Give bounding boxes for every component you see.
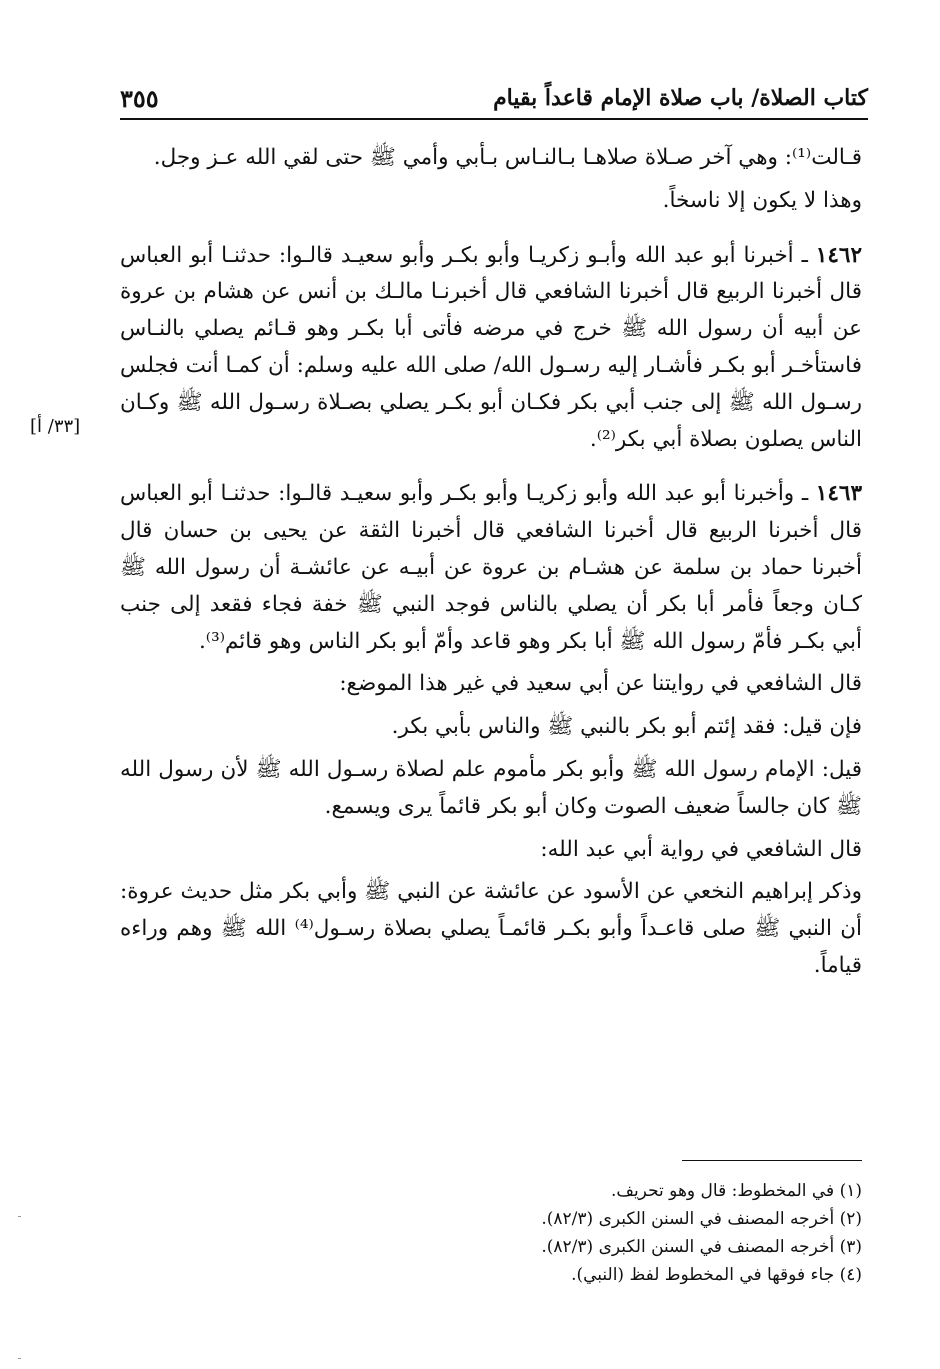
paragraph: قال الشافعي في رواية أبي عبد الله: — [540, 836, 862, 862]
running-title: كتاب الصلاة/ باب صلاة الإمام قاعداً بقيام — [493, 85, 868, 111]
page-header — [120, 78, 868, 120]
main-text — [120, 140, 862, 985]
footnote-separator — [682, 1160, 862, 1161]
footnote: (٤) جاء فوقها في المخطوط لفظ (النبي). — [571, 1265, 862, 1285]
paragraph: قال الشافعي في روايتنا عن أبي سعيد في غير هذا الموضع: — [339, 671, 862, 697]
hadith-number: ١٤٦٢ — [815, 242, 862, 268]
hadith-1462: ١٤٦٢ ـ أخبرنا أبو عبد الله وأبـو زكريـا وأبو بكـر وأبو سعيـد قالـوا: حدثنـا أبو العباس قال أخبرنا الربيع قال أخبرنا الشافعي قال أخبرنـا مالـك بن أنس عن هشام بن عروة عن أبيه أن رسول الله ﷺ خرج في مرضه فأتى أبا بكـر وهو قـائم يصلي بالنـاس فاستأخـر أبو بكـر فأشـار إليه رسـول الله/ صلى الله عليه وسلم: أن كمـا أنت فجلس رسـول الله ﷺ إلى جنب أبي بكر فكـان أبو بكـر يصلي بصـلاة رسـول الله ﷺ وكـان الناس يصلون بصلاة أبي بكر⁽²⁾. — [120, 242, 862, 452]
footnote: (٢) أخرجه المصنف في السنن الكبرى (٨٢/٣). — [541, 1209, 862, 1229]
manuscript-folio-note: [٣٣/ أ] — [30, 416, 81, 437]
page-number: ٣٥٥ — [120, 83, 159, 113]
paragraph: قـالت⁽¹⁾: وهي آخر صـلاة صلاهـا بـالنـاس بـأبي وأمي ﷺ حتى لقي الله عـز وجل. — [153, 145, 862, 170]
paragraph: قيل: الإمام رسول الله ﷺ وأبو بكر مأموم علم لصلاة رسـول الله ﷺ لأن رسول الله ﷺ كان جالساً ضعيف الصوت وكان أبو بكر قائماً يرى ويسمع. — [120, 756, 862, 819]
scan-mark — [18, 1216, 21, 1217]
paragraph: فإن قيل: فقد إئتم أبو بكر بالنبي ﷺ والناس بأبي بكر. — [391, 714, 862, 740]
hadith-1463: ١٤٦٣ ـ وأخبرنا أبو عبد الله وأبو زكريـا وأبو بكـر وأبو سعيـد قالـوا: حدثنـا أبو العباس قال أخبرنا الربيع قال أخبرنا الشافعي قال أخبرنا الثقة عن يحيى بن حسان قال أخبرنا حماد بن سلمة عن هشـام بن عروة عن أبيـه عن عائشـة أن رسول الله ﷺ كـان وجعاً فأمر أبا بكر أن يصلي بالناس فوجد النبي ﷺ خفة فجاء فقعد إلى جنب أبي بكـر فأمّ رسول الله ﷺ أبا بكر وهو قاعد وأمّ أبو بكر الناس وهو قائم⁽³⁾. — [120, 481, 862, 654]
hadith-number: ١٤٦٣ — [815, 481, 862, 507]
footnote: (٣) أخرجه المصنف في السنن الكبرى (٨٢/٣). — [541, 1237, 862, 1257]
footnote: (١) في المخطوط: قال وهو تحريف. — [610, 1181, 862, 1201]
scan-mark — [18, 1358, 21, 1359]
paragraph: وذكر إبراهيم النخعي عن الأسود عن عائشة عن النبي ﷺ وأبي بكر مثل حديث عروة: أن النبي ﷺ صلى قاعـداً وأبو بكـر قائمـاً يصلي بصلاة رسـول⁽⁴⁾ الله ﷺ وهم وراءه قياماً. — [120, 879, 863, 978]
paragraph: وهذا لا يكون إلا ناسخاً. — [662, 187, 862, 213]
footnotes — [300, 1177, 862, 1289]
